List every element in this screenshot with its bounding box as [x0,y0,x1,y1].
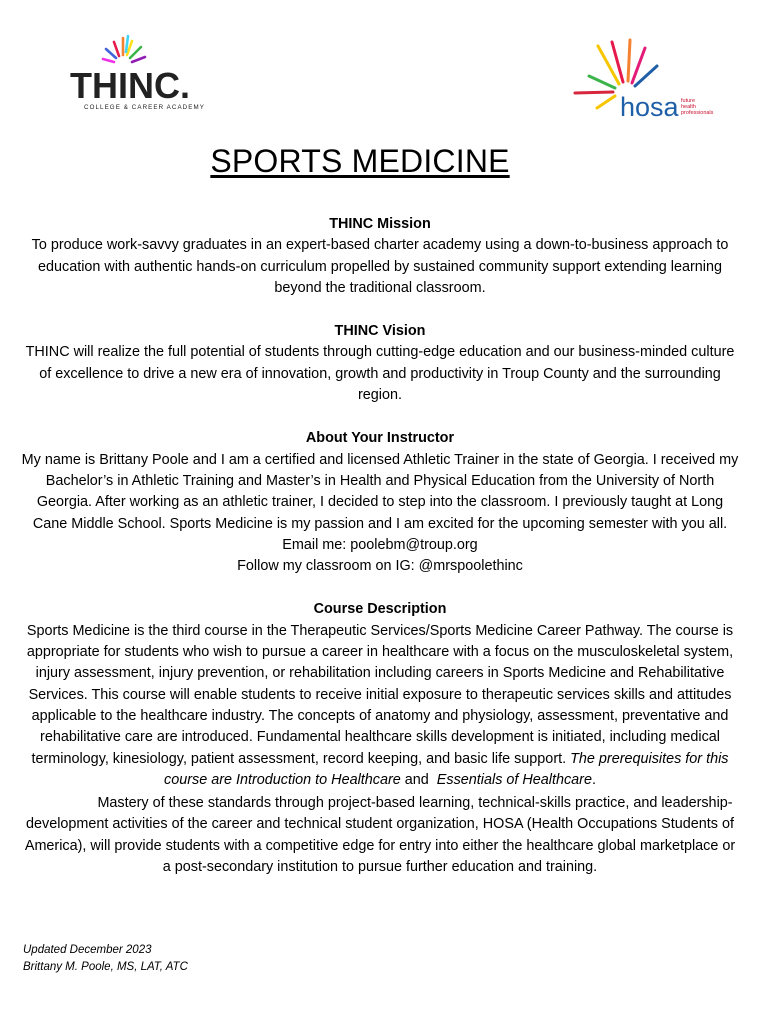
course-heading: Course Description [313,601,447,618]
prerequisites-lead: The prerequisites for this course are Introduction to Healthcare [164,750,729,788]
updated-date: Updated December 2023 [23,944,152,956]
thinc-logo [62,30,232,120]
course-section [20,599,740,878]
mastery-text: Mastery of these standards through project-based learning, technical-skills practice, and leadership-development activities of the career and technical student organization, HOSA (Health Occupations Students of America), will provide students with a competitive edge for entry into either the healthcare global marketplace or a post-secondary institution to pursue further education and training. [24,795,736,876]
mission-text: To produce work-savvy graduates in an expert-based charter academy using a down-to-business approach to education with authentic hands-on curriculum propelled by sustained community support extending learning beyond the traditional classroom. [31,237,729,296]
hosa-tagline-3: professionals [681,110,714,116]
course-description [20,621,740,791]
instructor-heading: About Your Instructor [305,430,455,447]
instructor-section [20,428,740,577]
prerequisites-and: and [400,771,437,788]
thinc-burst-icon [103,36,145,62]
instructor-text: My name is Brittany Poole and I am a certified and licensed Athletic Trainer in the state of Georgia. I received my Bachelor’s in Athletic Training and Master’s in Health and Physical Education from the University of North Georgia. After working as an athletic trainer, I decided to step into the classroom. I previously taught at Long Cane Middle School. Sports Medicine is my passion and I am excited for the upcoming semester with you all. [21,451,739,532]
hosa-tagline-2: health [681,104,696,110]
mission-section [20,214,740,299]
footer [23,942,188,976]
vision-section [20,321,740,406]
vision-text: THINC will realize the full potential of students through cutting-edge education and our business-minded culture of excellence to drive a new era of innovation, growth and productivity in Troup County and the surrounding region. [25,344,735,404]
vision-heading: THINC Vision [334,323,426,340]
author-credit: Brittany M. Poole, MS, LAT, ATC [23,961,188,973]
thinc-wordmark: THINC. [70,65,190,106]
prerequisites-course-2: Essentials of Healthcare [436,771,592,788]
course-text: Sports Medicine is the third course in the Therapeutic Services/Sports Medicine Career Pathway. The course is appropriate for students who wish to pursue a career in healthcare with a focus on the musculoskeletal system, injury assessment, injury prevention, or rehabilitation including careers in Sports Medicine and Rehabilitative Services. This course will enable students to receive initial exposure to therapeutic services skills and attitudes applicable to the healthcare industry. The concepts of anatomy and physiology, assessment, preventative and rehabilitative care are introduced. Fundamental healthcare skills development is initiated, including medical terminology, kinesiology, patient assessment, record keeping, and basic life support. [26,622,734,767]
thinc-subtitle: COLLEGE & CAREER ACADEMY [84,104,205,111]
mission-heading: THINC Mission [329,216,431,232]
hosa-tagline-1: future [681,98,696,104]
instructor-email: Email me: poolebm@troup.org [282,536,478,553]
instructor-instagram: Follow my classroom on IG: @mrspoolethinc [237,558,523,575]
page-title: SPORTS MEDICINE [210,143,510,179]
prerequisites-end: . [591,771,596,788]
document-body [20,214,740,878]
hosa-wordmark: hosa [620,92,679,122]
hosa-logo [565,36,725,126]
